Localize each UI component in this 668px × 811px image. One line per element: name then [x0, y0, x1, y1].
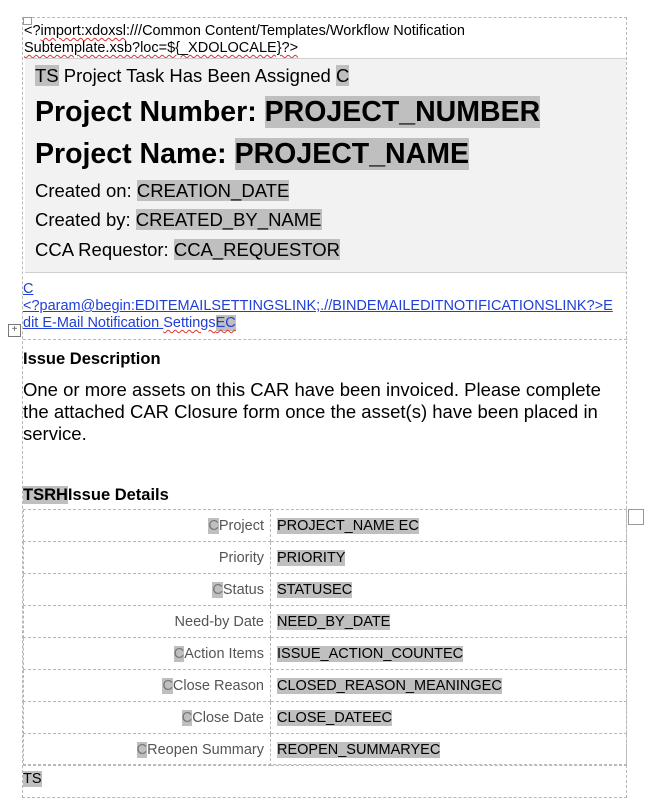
row-label-cell: [24, 542, 271, 574]
c-tag: C: [212, 581, 223, 598]
row-value-cell: [271, 638, 627, 670]
footer-ts-tag: TS: [23, 771, 42, 787]
footer-ts: [23, 771, 42, 787]
row-value: PRIORITY: [277, 549, 346, 566]
table-row: [24, 702, 627, 734]
table-move-handle-icon[interactable]: +: [8, 324, 21, 337]
table-resize-handle[interactable]: [628, 509, 644, 525]
section-divider: [23, 339, 627, 340]
row-label-cell: [24, 670, 271, 702]
header-subtitle: [35, 65, 349, 87]
import-path-line2: Subtemplate.xsb?loc=${_XDOLOCALE}?>: [24, 40, 299, 56]
row-label: Project: [218, 517, 264, 534]
row-label: Close Reason: [172, 677, 264, 694]
row-value: ISSUE_ACTION_COUNTEC: [277, 645, 464, 662]
row-value: STATUSEC: [277, 581, 353, 598]
row-label: Close Date: [192, 709, 264, 726]
row-label-cell: [24, 574, 271, 606]
row-label: Status: [222, 581, 264, 598]
project-number-field: PROJECT_NUMBER: [264, 96, 541, 128]
project-name-label: Project Name:: [35, 138, 235, 170]
table-row: [24, 638, 627, 670]
notification-header: [25, 58, 626, 273]
row-label-cell: [24, 734, 271, 766]
subtitle-text: Project Task Has Been Assigned: [58, 65, 336, 86]
row-value: CLOSE_DATEEC: [277, 709, 392, 726]
row-label: Reopen Summary: [147, 741, 264, 758]
issue-details-heading: [23, 486, 169, 505]
requestor-line: [35, 239, 340, 261]
requestor-label: CCA Requestor:: [35, 239, 174, 260]
created-on-label: Created on:: [35, 180, 137, 201]
issue-details-table: [23, 509, 627, 766]
c-tag: C: [162, 677, 173, 694]
table-row: [24, 734, 627, 766]
table-row: [24, 574, 627, 606]
issue-details-title: Issue Details: [67, 486, 169, 504]
row-value-cell: [271, 542, 627, 574]
ts-tag: TS: [35, 65, 59, 86]
created-by-field: CREATED_BY_NAME: [135, 209, 322, 230]
project-name-field: PROJECT_NAME: [234, 138, 469, 170]
row-value: PROJECT_NAME: [277, 517, 395, 534]
row-label: Need-by Date: [174, 613, 264, 630]
project-number-label: Project Number:: [35, 96, 265, 128]
row-label-cell: [24, 510, 271, 542]
project-name-line: [35, 138, 469, 171]
row-value-cell: [271, 734, 627, 766]
row-value: CLOSED_REASON_MEANINGEC: [277, 677, 502, 694]
row-value-cell: [271, 574, 627, 606]
footer-divider: [23, 764, 627, 765]
row-value-cell: [271, 702, 627, 734]
tsrh-tag: TSRH: [23, 486, 68, 504]
issue-description-text: One or more assets on this CAR have been invoiced. Please complete the attached CAR Closure form once the asset(s) have been placed in service.: [23, 379, 601, 444]
link-text[interactable]: dit E-Mail Notification: [23, 315, 164, 331]
row-value-cell: [271, 510, 627, 542]
table-row: [24, 606, 627, 638]
row-label-cell: [24, 702, 271, 734]
import-prefix: <?: [24, 23, 41, 39]
import-directive: [24, 23, 624, 57]
c-tag: C: [136, 741, 148, 758]
link-param-text[interactable]: <?param@begin:EDITEMAILSETTINGSLINK;.//BINDEMAILEDITNOTIFICATIONSLINK?>E: [23, 298, 613, 314]
link-ec-tag: EC: [215, 315, 236, 331]
c-tag: C: [173, 645, 185, 662]
link-settings-word[interactable]: Settings: [163, 315, 216, 331]
edit-email-settings-link[interactable]: [23, 281, 623, 332]
requestor-field: CCA_REQUESTOR: [173, 239, 341, 260]
c-tag: C: [335, 65, 350, 86]
created-by-label: Created by:: [35, 209, 136, 230]
row-value: REOPEN_SUMMARYEC: [277, 741, 441, 758]
link-c-tag: C: [23, 281, 34, 297]
issue-description-title: Issue Description: [23, 350, 161, 368]
row-suffix: EC: [394, 517, 419, 534]
row-label: Priority: [218, 549, 264, 566]
project-number-line: [35, 96, 540, 129]
row-value: NEED_BY_DATE: [277, 613, 391, 630]
row-value-cell: [271, 670, 627, 702]
row-label-cell: [24, 638, 271, 670]
c-tag: C: [181, 709, 193, 726]
import-word: import:xdoxsl: [40, 23, 126, 39]
c-tag: C: [208, 517, 219, 534]
table-row: [24, 510, 627, 542]
row-label: Action Items: [184, 645, 264, 662]
created-on-line: [35, 180, 289, 202]
row-label-cell: [24, 606, 271, 638]
table-row: [24, 670, 627, 702]
created-on-field: CREATION_DATE: [136, 180, 290, 201]
table-row: [24, 542, 627, 574]
import-path: :///Common Content/Templates/Workflow Notification: [125, 23, 465, 39]
created-by-line: [35, 209, 322, 231]
row-value-cell: [271, 606, 627, 638]
